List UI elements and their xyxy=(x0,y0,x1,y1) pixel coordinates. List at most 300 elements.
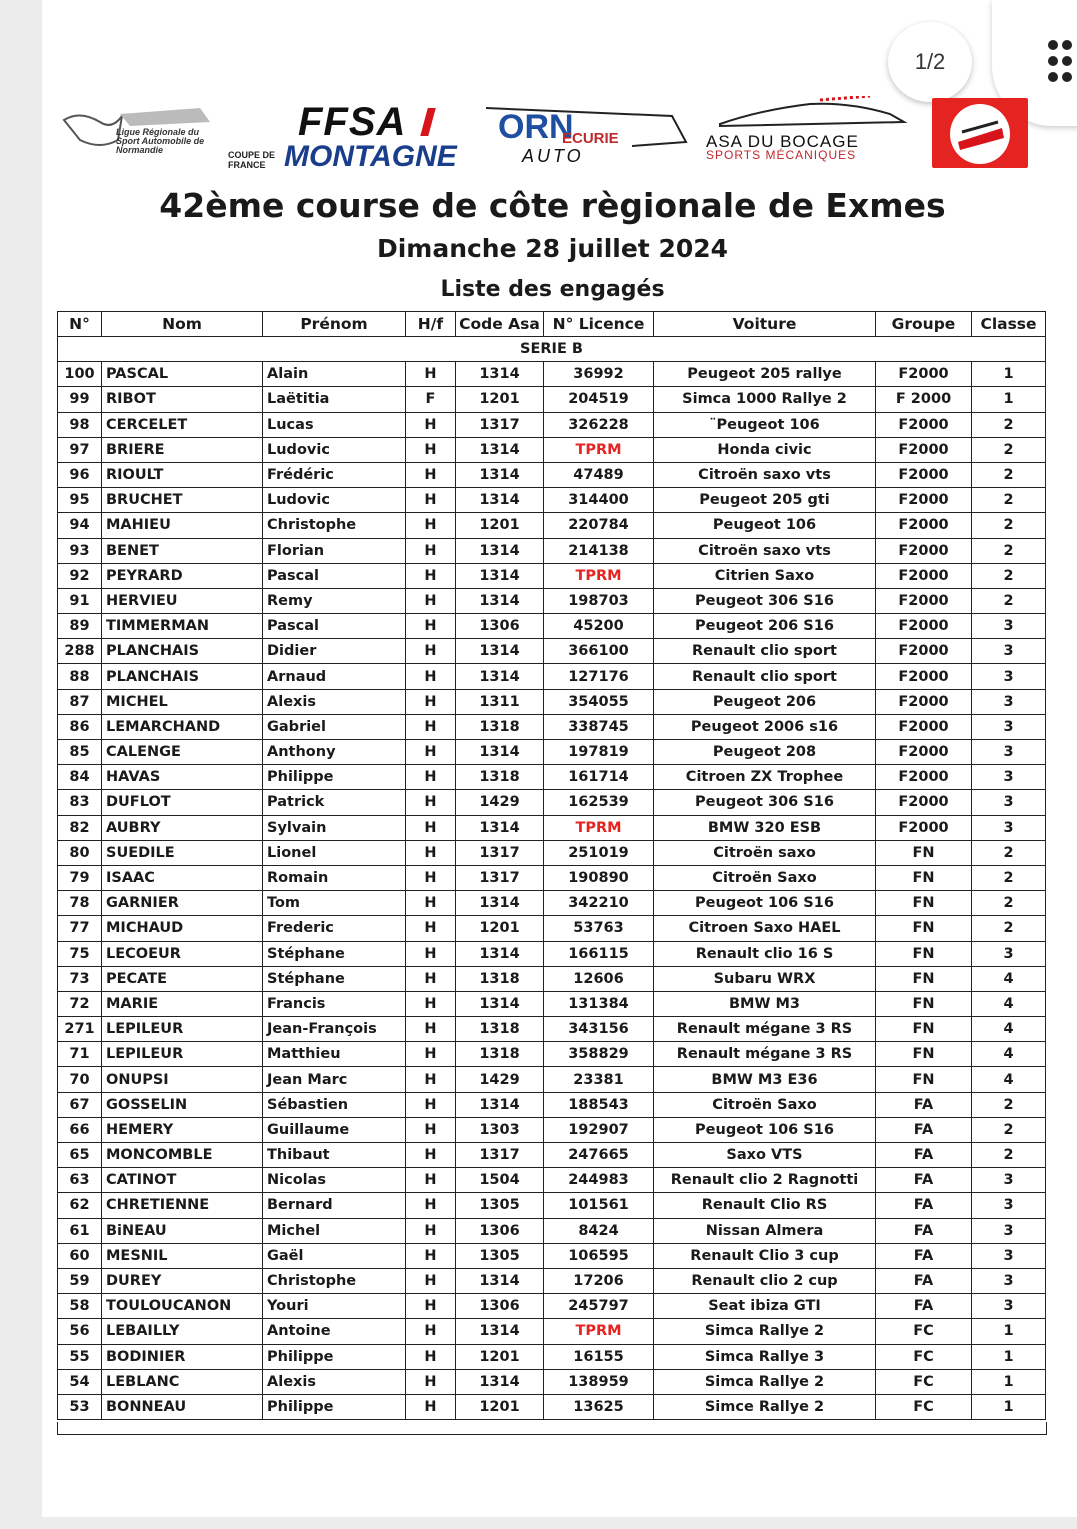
entry-group: F2000 xyxy=(876,563,972,588)
entry-group: FA xyxy=(876,1218,972,1243)
table-row xyxy=(58,815,1046,840)
entry-class: 3 xyxy=(972,1193,1046,1218)
entry-car: Renault Clio 3 cup xyxy=(654,1243,876,1268)
entry-gender: H xyxy=(406,865,456,890)
table-row xyxy=(58,966,1046,991)
entry-firstname: Francis xyxy=(263,991,406,1016)
entry-code-asa: 1317 xyxy=(456,865,544,890)
entry-code-asa: 1314 xyxy=(456,488,544,513)
entry-car: Peugeot 205 gti xyxy=(654,488,876,513)
table-row xyxy=(58,790,1046,815)
entry-group: FA xyxy=(876,1168,972,1193)
entry-number: 78 xyxy=(58,891,102,916)
entry-gender: H xyxy=(406,714,456,739)
entry-group: FA xyxy=(876,1117,972,1142)
entry-car: Renault clio sport xyxy=(654,639,876,664)
entry-lastname: HAVAS xyxy=(102,765,263,790)
entry-gender: H xyxy=(406,1243,456,1268)
entry-gender: H xyxy=(406,1218,456,1243)
table-row xyxy=(58,1143,1046,1168)
entry-gender: H xyxy=(406,1042,456,1067)
entry-firstname: Sylvain xyxy=(263,815,406,840)
entry-lastname: ONUPSI xyxy=(102,1067,263,1092)
entry-licence: 204519 xyxy=(544,387,654,412)
entry-firstname: Thibaut xyxy=(263,1143,406,1168)
serie-label: SERIE B xyxy=(58,337,1046,362)
entry-code-asa: 1429 xyxy=(456,1067,544,1092)
entry-car: Peugeot 306 S16 xyxy=(654,588,876,613)
entry-car: Renault clio sport xyxy=(654,664,876,689)
entry-class: 3 xyxy=(972,815,1046,840)
entry-firstname: Florian xyxy=(263,538,406,563)
table-row xyxy=(58,1218,1046,1243)
entry-number: 59 xyxy=(58,1268,102,1293)
entry-car: Citroen ZX Trophee xyxy=(654,765,876,790)
entry-firstname: Philippe xyxy=(263,1344,406,1369)
entry-licence: 161714 xyxy=(544,765,654,790)
table-row xyxy=(58,1092,1046,1117)
entry-licence: 342210 xyxy=(544,891,654,916)
table-row xyxy=(58,513,1046,538)
entry-licence: 192907 xyxy=(544,1117,654,1142)
column-header: Prénom xyxy=(263,312,406,337)
entry-lastname: HEMERY xyxy=(102,1117,263,1142)
entry-lastname: LEBLANC xyxy=(102,1369,263,1394)
table-row xyxy=(58,538,1046,563)
entry-gender: H xyxy=(406,1143,456,1168)
entry-firstname: Alexis xyxy=(263,689,406,714)
entry-code-asa: 1314 xyxy=(456,1319,544,1344)
entry-class: 1 xyxy=(972,1369,1046,1394)
entry-lastname: DUFLOT xyxy=(102,790,263,815)
entry-group: F2000 xyxy=(876,462,972,487)
entry-group: FN xyxy=(876,865,972,890)
entry-lastname: CERCELET xyxy=(102,412,263,437)
entry-lastname: ISAAC xyxy=(102,865,263,890)
entry-number: 93 xyxy=(58,538,102,563)
entry-class: 3 xyxy=(972,689,1046,714)
entry-class: 1 xyxy=(972,1394,1046,1419)
entry-gender: H xyxy=(406,790,456,815)
entry-class: 3 xyxy=(972,765,1046,790)
entry-lastname: BiNEAU xyxy=(102,1218,263,1243)
entry-class: 3 xyxy=(972,1243,1046,1268)
entry-number: 55 xyxy=(58,1344,102,1369)
entry-firstname: Tom xyxy=(263,891,406,916)
entry-number: 82 xyxy=(58,815,102,840)
entry-lastname: PLANCHAIS xyxy=(102,664,263,689)
entry-licence: 12606 xyxy=(544,966,654,991)
orn-ecurie-auto-logo: ORN ECURIE AUTO xyxy=(482,102,688,174)
entry-gender: H xyxy=(406,1294,456,1319)
entry-lastname: BONNEAU xyxy=(102,1394,263,1419)
entry-code-asa: 1318 xyxy=(456,966,544,991)
table-row xyxy=(58,840,1046,865)
entry-number: 95 xyxy=(58,488,102,513)
entry-gender: H xyxy=(406,840,456,865)
entry-number: 66 xyxy=(58,1117,102,1142)
entry-gender: H xyxy=(406,891,456,916)
column-header: N° xyxy=(58,312,102,337)
entry-number: 91 xyxy=(58,588,102,613)
entry-code-asa: 1306 xyxy=(456,1294,544,1319)
document-title: 42ème course de côte règionale de Exmes xyxy=(159,186,946,225)
table-row xyxy=(58,563,1046,588)
entry-licence: 13625 xyxy=(544,1394,654,1419)
entry-number: 58 xyxy=(58,1294,102,1319)
entry-lastname: PASCAL xyxy=(102,362,263,387)
entry-class: 3 xyxy=(972,614,1046,639)
entry-car: Nissan Almera xyxy=(654,1218,876,1243)
entry-number: 271 xyxy=(58,1017,102,1042)
entry-licence: 220784 xyxy=(544,513,654,538)
entry-group: F2000 xyxy=(876,614,972,639)
entry-number: 83 xyxy=(58,790,102,815)
entry-class: 3 xyxy=(972,941,1046,966)
entry-lastname: SUEDILE xyxy=(102,840,263,865)
entry-firstname: Bernard xyxy=(263,1193,406,1218)
entry-class: 2 xyxy=(972,488,1046,513)
entry-car: Simca Rallye 3 xyxy=(654,1344,876,1369)
document-date: Dimanche 28 juillet 2024 xyxy=(376,234,729,263)
entry-number: 86 xyxy=(58,714,102,739)
entry-class: 3 xyxy=(972,740,1046,765)
entry-car: BMW M3 E36 xyxy=(654,1067,876,1092)
entry-number: 62 xyxy=(58,1193,102,1218)
entry-group: FN xyxy=(876,1042,972,1067)
entry-group: F 2000 xyxy=(876,387,972,412)
document-subtitle: Liste des engagés xyxy=(440,277,665,302)
entry-gender: H xyxy=(406,815,456,840)
table-row xyxy=(58,664,1046,689)
entry-firstname: Antoine xyxy=(263,1319,406,1344)
entry-car: Citroën saxo xyxy=(654,840,876,865)
serie-row xyxy=(58,337,1046,362)
entry-class: 3 xyxy=(972,714,1046,739)
entry-licence: TPRM xyxy=(544,815,654,840)
entry-group: F2000 xyxy=(876,714,972,739)
entry-firstname: Arnaud xyxy=(263,664,406,689)
entry-group: FC xyxy=(876,1319,972,1344)
entry-number: 99 xyxy=(58,387,102,412)
entry-licence: 162539 xyxy=(544,790,654,815)
entry-code-asa: 1303 xyxy=(456,1117,544,1142)
table-row xyxy=(58,1243,1046,1268)
table-row xyxy=(58,1268,1046,1293)
entry-firstname: Pascal xyxy=(263,563,406,588)
table-row xyxy=(58,1017,1046,1042)
entry-gender: H xyxy=(406,1268,456,1293)
entry-car: Simca Rallye 2 xyxy=(654,1319,876,1344)
entry-car: Citroën saxo vts xyxy=(654,462,876,487)
entry-licence: 326228 xyxy=(544,412,654,437)
column-header: N° Licence xyxy=(544,312,654,337)
entry-group: FN xyxy=(876,840,972,865)
entry-class: 4 xyxy=(972,1042,1046,1067)
entry-group: F2000 xyxy=(876,765,972,790)
entry-group: F2000 xyxy=(876,588,972,613)
entry-lastname: BRIERE xyxy=(102,437,263,462)
entry-number: 87 xyxy=(58,689,102,714)
entry-car: Peugeot 208 xyxy=(654,740,876,765)
entry-car: Renault clio 16 S xyxy=(654,941,876,966)
table-row xyxy=(58,588,1046,613)
entry-code-asa: 1201 xyxy=(456,1394,544,1419)
entry-licence: 106595 xyxy=(544,1243,654,1268)
entry-car: Peugeot 106 S16 xyxy=(654,891,876,916)
entry-code-asa: 1314 xyxy=(456,815,544,840)
table-row xyxy=(58,1294,1046,1319)
entry-lastname: LEPILEUR xyxy=(102,1017,263,1042)
entry-car: Subaru WRX xyxy=(654,966,876,991)
entry-licence: 131384 xyxy=(544,991,654,1016)
entry-number: 61 xyxy=(58,1218,102,1243)
entry-class: 4 xyxy=(972,991,1046,1016)
entry-licence: 366100 xyxy=(544,639,654,664)
entry-group: FN xyxy=(876,891,972,916)
entry-number: 71 xyxy=(58,1042,102,1067)
entry-lastname: AUBRY xyxy=(102,815,263,840)
ffsa-montagne-logo: FFSA COUPE DE FRANCE MONTAGNE xyxy=(228,100,457,173)
entry-car: Saxo VTS xyxy=(654,1143,876,1168)
table-row xyxy=(58,1319,1046,1344)
entry-car: Honda civic xyxy=(654,437,876,462)
entry-firstname: Lucas xyxy=(263,412,406,437)
table-row xyxy=(58,437,1046,462)
entry-firstname: Sébastien xyxy=(263,1092,406,1117)
entry-licence: 247665 xyxy=(544,1143,654,1168)
entry-class: 3 xyxy=(972,639,1046,664)
entry-lastname: GARNIER xyxy=(102,891,263,916)
table-header-row xyxy=(58,312,1046,337)
entry-lastname: MARIE xyxy=(102,991,263,1016)
entry-licence: 16155 xyxy=(544,1344,654,1369)
entry-car: Simca 1000 Rallye 2 xyxy=(654,387,876,412)
entry-code-asa: 1317 xyxy=(456,840,544,865)
entry-car: Peugeot 106 S16 xyxy=(654,1117,876,1142)
entry-class: 2 xyxy=(972,916,1046,941)
table-row xyxy=(58,362,1046,387)
entry-lastname: CALENGE xyxy=(102,740,263,765)
entry-firstname: Stéphane xyxy=(263,966,406,991)
entry-lastname: BODINIER xyxy=(102,1344,263,1369)
entry-group: FA xyxy=(876,1243,972,1268)
entry-code-asa: 1314 xyxy=(456,1268,544,1293)
entry-number: 65 xyxy=(58,1143,102,1168)
entry-firstname: Guillaume xyxy=(263,1117,406,1142)
entry-car: Peugeot 106 xyxy=(654,513,876,538)
entry-code-asa: 1318 xyxy=(456,1042,544,1067)
entry-code-asa: 1314 xyxy=(456,639,544,664)
entry-gender: H xyxy=(406,588,456,613)
entry-licence: 47489 xyxy=(544,462,654,487)
table-row xyxy=(58,941,1046,966)
entry-class: 4 xyxy=(972,966,1046,991)
entry-lastname: MESNIL xyxy=(102,1243,263,1268)
entry-class: 2 xyxy=(972,1092,1046,1117)
entry-gender: H xyxy=(406,639,456,664)
entry-licence: 190890 xyxy=(544,865,654,890)
entry-gender: H xyxy=(406,513,456,538)
entry-car: Simce Rallye 2 xyxy=(654,1394,876,1419)
entry-group: FN xyxy=(876,966,972,991)
entry-class: 3 xyxy=(972,1168,1046,1193)
entry-code-asa: 1314 xyxy=(456,462,544,487)
entry-lastname: MICHAUD xyxy=(102,916,263,941)
entry-code-asa: 1314 xyxy=(456,538,544,563)
entry-group: FA xyxy=(876,1294,972,1319)
entry-code-asa: 1314 xyxy=(456,1092,544,1117)
more-vert-icon xyxy=(1048,40,1072,82)
entry-licence: 198703 xyxy=(544,588,654,613)
table-row xyxy=(58,891,1046,916)
entry-gender: H xyxy=(406,1092,456,1117)
entry-car: Simca Rallye 2 xyxy=(654,1369,876,1394)
entry-number: 84 xyxy=(58,765,102,790)
table-footer-spacer xyxy=(57,1422,1047,1435)
asa-du-bocage-logo: ASA DU BOCAGE SPORTS MÉCANIQUES xyxy=(700,96,910,170)
entry-group: F2000 xyxy=(876,538,972,563)
entry-number: 72 xyxy=(58,991,102,1016)
entry-number: 96 xyxy=(58,462,102,487)
entry-class: 4 xyxy=(972,1067,1046,1092)
entry-group: FC xyxy=(876,1344,972,1369)
table-row xyxy=(58,865,1046,890)
entry-firstname: Lionel xyxy=(263,840,406,865)
entry-lastname: BENET xyxy=(102,538,263,563)
entry-code-asa: 1314 xyxy=(456,664,544,689)
entry-firstname: Pascal xyxy=(263,614,406,639)
entry-gender: H xyxy=(406,362,456,387)
entry-licence: 45200 xyxy=(544,614,654,639)
entry-number: 94 xyxy=(58,513,102,538)
column-header: Classe xyxy=(972,312,1046,337)
entry-code-asa: 1318 xyxy=(456,1017,544,1042)
entry-car: Peugeot 2006 s16 xyxy=(654,714,876,739)
entry-code-asa: 1318 xyxy=(456,714,544,739)
entry-number: 88 xyxy=(58,664,102,689)
entry-licence: 23381 xyxy=(544,1067,654,1092)
page-indicator[interactable]: 1/2 xyxy=(888,22,972,102)
entry-group: FC xyxy=(876,1394,972,1419)
entry-class: 3 xyxy=(972,790,1046,815)
entry-lastname: TIMMERMAN xyxy=(102,614,263,639)
entry-firstname: Gaël xyxy=(263,1243,406,1268)
entry-firstname: Nicolas xyxy=(263,1168,406,1193)
entry-group: F2000 xyxy=(876,362,972,387)
entry-number: 56 xyxy=(58,1319,102,1344)
column-header: Voiture xyxy=(654,312,876,337)
entry-gender: H xyxy=(406,941,456,966)
entry-licence: TPRM xyxy=(544,437,654,462)
entry-group: FA xyxy=(876,1268,972,1293)
entry-licence: 138959 xyxy=(544,1369,654,1394)
entry-group: FA xyxy=(876,1092,972,1117)
entry-class: 1 xyxy=(972,1344,1046,1369)
entry-code-asa: 1201 xyxy=(456,387,544,412)
entry-firstname: Alain xyxy=(263,362,406,387)
entry-lastname: HERVIEU xyxy=(102,588,263,613)
entry-lastname: TOULOUCANON xyxy=(102,1294,263,1319)
entry-gender: H xyxy=(406,1319,456,1344)
entry-car: ¨Peugeot 106 xyxy=(654,412,876,437)
entry-licence: 214138 xyxy=(544,538,654,563)
table-row xyxy=(58,1344,1046,1369)
entry-code-asa: 1306 xyxy=(456,614,544,639)
entry-car: Citroën Saxo xyxy=(654,1092,876,1117)
entry-gender: H xyxy=(406,1067,456,1092)
entry-lastname: RIBOT xyxy=(102,387,263,412)
entry-firstname: Frédéric xyxy=(263,462,406,487)
entry-group: FC xyxy=(876,1369,972,1394)
entry-number: 288 xyxy=(58,639,102,664)
table-row xyxy=(58,1394,1046,1419)
entry-lastname: GOSSELIN xyxy=(102,1092,263,1117)
entry-firstname: Romain xyxy=(263,865,406,890)
entry-group: F2000 xyxy=(876,513,972,538)
entry-number: 89 xyxy=(58,614,102,639)
entry-firstname: Michel xyxy=(263,1218,406,1243)
entry-class: 2 xyxy=(972,412,1046,437)
entry-gender: H xyxy=(406,765,456,790)
table-row xyxy=(58,1067,1046,1092)
entry-class: 2 xyxy=(972,588,1046,613)
entry-gender: H xyxy=(406,1117,456,1142)
entry-code-asa: 1504 xyxy=(456,1168,544,1193)
entry-number: 75 xyxy=(58,941,102,966)
table-row xyxy=(58,765,1046,790)
table-row xyxy=(58,1117,1046,1142)
entry-code-asa: 1314 xyxy=(456,362,544,387)
entry-gender: H xyxy=(406,1193,456,1218)
entry-group: F2000 xyxy=(876,664,972,689)
entry-group: FN xyxy=(876,1067,972,1092)
entry-code-asa: 1314 xyxy=(456,563,544,588)
table-row xyxy=(58,639,1046,664)
entry-number: 79 xyxy=(58,865,102,890)
entry-car: Citroën Saxo xyxy=(654,865,876,890)
entry-licence: 17206 xyxy=(544,1268,654,1293)
entry-lastname: MICHEL xyxy=(102,689,263,714)
entry-firstname: Christophe xyxy=(263,1268,406,1293)
entry-car: Citroën saxo vts xyxy=(654,538,876,563)
entry-firstname: Patrick xyxy=(263,790,406,815)
entry-number: 67 xyxy=(58,1092,102,1117)
entry-firstname: Philippe xyxy=(263,1394,406,1419)
table-row xyxy=(58,714,1046,739)
table-row xyxy=(58,488,1046,513)
entry-number: 98 xyxy=(58,412,102,437)
entry-firstname: Didier xyxy=(263,639,406,664)
entry-firstname: Ludovic xyxy=(263,488,406,513)
entry-licence: 8424 xyxy=(544,1218,654,1243)
entry-lastname: MAHIEU xyxy=(102,513,263,538)
entry-code-asa: 1314 xyxy=(456,437,544,462)
table-row xyxy=(58,1168,1046,1193)
entry-gender: H xyxy=(406,1168,456,1193)
entry-gender: H xyxy=(406,462,456,487)
entry-group: FN xyxy=(876,941,972,966)
entry-licence: 188543 xyxy=(544,1092,654,1117)
table-row xyxy=(58,689,1046,714)
entry-code-asa: 1201 xyxy=(456,513,544,538)
table-row xyxy=(58,412,1046,437)
entry-firstname: Remy xyxy=(263,588,406,613)
entry-class: 2 xyxy=(972,437,1046,462)
entry-class: 2 xyxy=(972,513,1046,538)
entry-lastname: PECATE xyxy=(102,966,263,991)
entry-licence: 166115 xyxy=(544,941,654,966)
